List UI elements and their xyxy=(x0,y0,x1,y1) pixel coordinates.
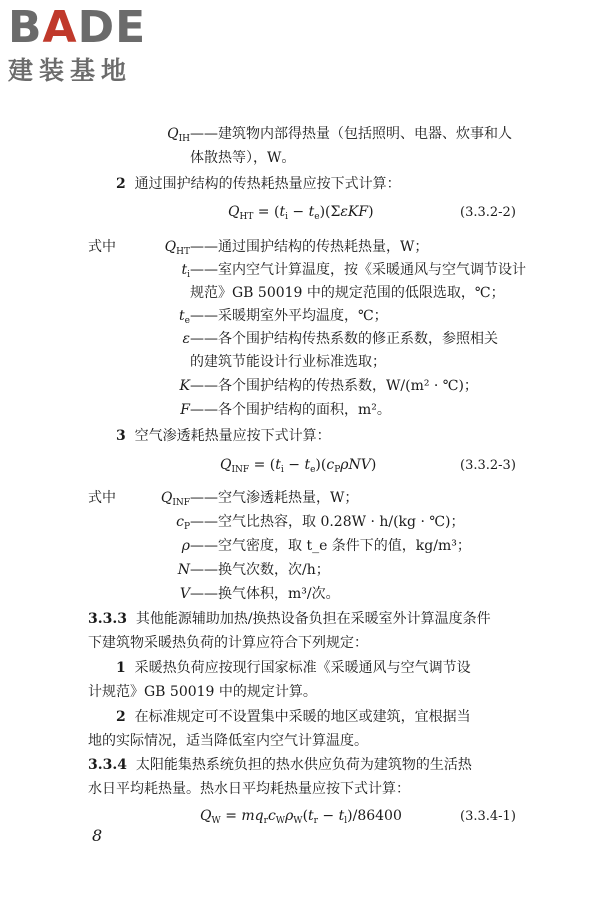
def-f: F——各个围护结构的面积，m²。 xyxy=(180,402,391,418)
where-label: 式中 xyxy=(88,490,116,506)
section-3-3-4: 3.3.4 太阳能集热系统负担的热水供应负荷为建筑物的生活热 xyxy=(88,757,472,773)
def-epsilon: ε——各个围护结构传热系数的修正系数，参照相关 xyxy=(182,331,498,347)
logo-subtitle: 建装基地 xyxy=(8,56,133,85)
def-ti: $t_i——$室内空气计算温度，按《采暖通风与空气调节设计 xyxy=(181,262,526,280)
where-label: 式中 xyxy=(88,239,116,255)
logo-brand: BADE xyxy=(8,2,147,53)
section-3-3-3-cont: 下建筑物采暖热负荷的计算应符合下列规定： xyxy=(88,635,368,651)
equation-3-3-2-2: $Q_{HT} = (t_i - t_e)(\Sigma\varepsilon KF)$ xyxy=(228,204,374,222)
def-te: $t_e——$采暖期室外平均温度，℃； xyxy=(179,308,388,326)
def-cp: $c_P——$空气比热容，取 0.28W · h/(kg · ℃)； xyxy=(176,514,465,532)
def-rho: ρ——空气密度，取 t_e 条件下的值，kg/m³； xyxy=(181,538,471,554)
section-3-3-3: 3.3.3 其他能源辅助加热/换热设备负担在采暖室外计算温度条件 xyxy=(88,611,491,627)
def-n: N——换气次数，次/h； xyxy=(177,562,330,578)
equation-3-3-2-3: $Q_{INF} = (t_i - t_e)(c_P\rho NV)$ xyxy=(220,457,377,475)
page-number: 8 xyxy=(92,826,103,845)
def-ti-cont: 规范》GB 50019 中的规定范围的低限选取，℃； xyxy=(190,285,505,301)
def-k: K——各个围护结构的传热系数，W/(m² · ℃)； xyxy=(179,378,478,394)
equation-number: (3.3.2-2) xyxy=(460,205,516,220)
item-2: 2 通过围护结构的传热耗热量应按下式计算： xyxy=(116,176,401,192)
s333-item-2-cont: 地的实际情况，适当降低室内空气计算温度。 xyxy=(88,733,368,749)
equation-number: (3.3.2-3) xyxy=(460,458,516,473)
s333-item-1: 1 采暖热负荷应按现行国家标准《采暖通风与空气调节设 xyxy=(116,660,471,676)
bade-logo xyxy=(8,2,178,86)
s333-item-1-cont: 计规范》GB 50019 中的规定计算。 xyxy=(88,684,317,700)
equation-3-3-4-1: $Q_W = mq_rc_W\rho_W(t_r - t_l)/86400$ xyxy=(200,808,402,826)
def-epsilon-cont: 的建筑节能设计行业标准选取； xyxy=(190,354,386,370)
def-qht: $Q_{HT}——$通过围护结构的传热耗热量，W； xyxy=(164,239,429,257)
def-v: V——换气体积，m³/次。 xyxy=(179,586,340,602)
item-3: 3 空气渗透耗热量应按下式计算： xyxy=(116,428,331,444)
equation-number: (3.3.4-1) xyxy=(460,809,516,824)
def-qih-cont: 体散热等），W。 xyxy=(190,150,296,166)
section-3-3-4-cont: 水日平均耗热量。热水日平均耗热量应按下式计算： xyxy=(88,781,410,797)
def-qinf: $Q_{INF}——$空气渗透耗热量，W； xyxy=(160,490,359,508)
s333-item-2: 2 在标准规定可不设置集中采暖的地区或建筑，宜根据当 xyxy=(116,709,471,725)
def-qih: $Q_{IH}——$建筑物内部得热量（包括照明、电器、炊事和人 xyxy=(167,126,512,144)
